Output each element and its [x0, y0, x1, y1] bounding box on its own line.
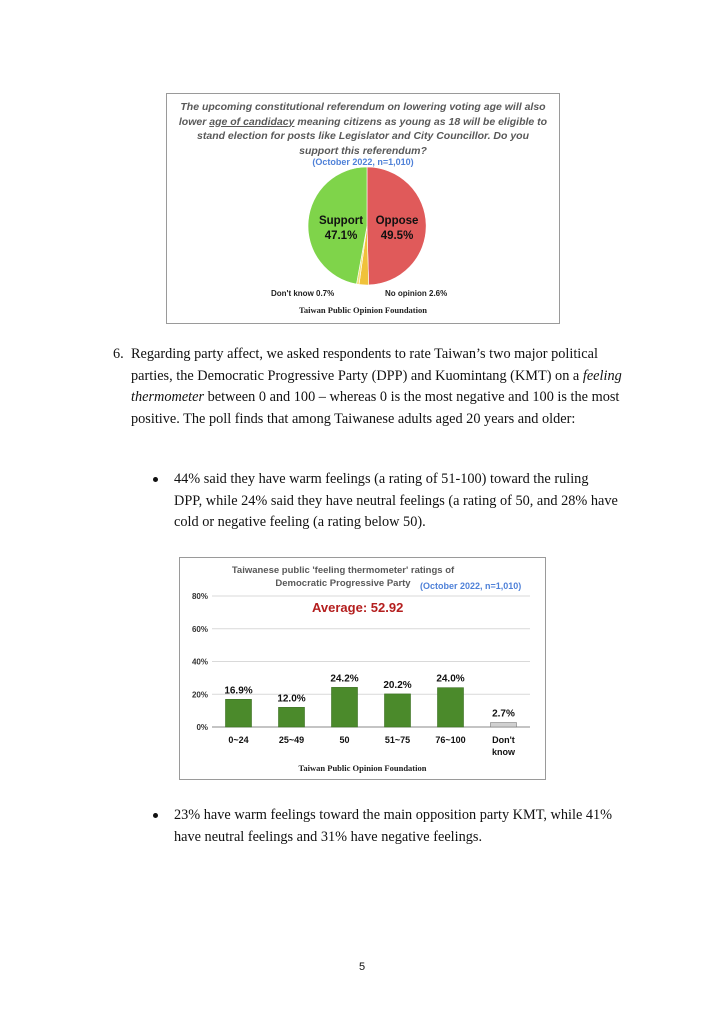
y-tick-label: 20%	[191, 690, 208, 700]
bar-value-label: 24.0%	[436, 673, 465, 685]
bar-25-49	[279, 707, 305, 727]
x-category-label: 50	[339, 735, 350, 745]
item-6-text-before: Regarding party affect, we asked respondents to rate Taiwan’s two major political parties, the Democratic Progressive Party (DPP) and Kuomintang (KMT) on a	[131, 346, 598, 384]
x-category-label: Don't	[492, 735, 515, 745]
y-tick-label: 0%	[196, 723, 208, 732]
bar-chart-average: Average: 52.92	[312, 600, 404, 615]
bullet-dot	[153, 477, 158, 482]
bar-chart-source: Taiwan Public Opinion Foundation	[298, 763, 427, 773]
item-6-number: 6.	[113, 346, 124, 362]
bullet-dpp: 44% said they have warm feelings (a rating of 51-100) toward the ruling DPP, while 24% said they have neutral feelings (a rating of 50, and 28% have cold or negative feeling (a rating below 50).	[174, 471, 618, 530]
bar-chart	[180, 558, 545, 779]
bar-don-t-know	[491, 723, 517, 727]
bar-51-75	[385, 694, 411, 727]
referendum-pie-figure	[166, 93, 560, 324]
y-tick-label: 80%	[191, 592, 208, 601]
bar-chart-title: Taiwanese public 'feeling thermometer' ratings of Democratic Progressive Party	[231, 565, 455, 589]
item-6-text-after: between 0 and 100 – whereas 0 is the most negative and 100 is the most positive. The poll finds that among Taiwanese adults aged 20 years and older:	[131, 389, 620, 427]
pie-label-no-opinion: No opinion 2.6%	[385, 289, 448, 298]
item-6-text-italic: feeling thermometer	[131, 367, 622, 405]
oppose-label: Oppose	[375, 215, 419, 227]
x-category-label: 51~75	[384, 735, 411, 745]
pie-label-oppose	[369, 214, 425, 244]
support-label: Support	[318, 215, 364, 227]
item-6-text	[131, 344, 631, 430]
bar-value-label: 20.2%	[383, 679, 412, 691]
pie-source: Taiwan Public Opinion Foundation	[299, 305, 427, 315]
bar-chart-meta: (October 2022, n=1,010)	[420, 581, 522, 591]
x-category-label: know	[491, 747, 516, 757]
bar-0-24	[226, 699, 252, 727]
bar-76-100	[438, 688, 464, 727]
pie-question-underlined: age of candidacy	[209, 115, 295, 128]
y-tick-label: 60%	[191, 624, 208, 634]
pie-meta: (October 2022, n=1,010)	[312, 157, 414, 167]
bar-value-label: 12.0%	[277, 693, 306, 705]
bar-50	[332, 687, 358, 727]
pie-label-support	[313, 214, 369, 244]
bullet-kmt: 23% have warm feelings toward the main opposition party KMT, while 41% have neutral feelings and 31% have negative feelings.	[174, 807, 613, 845]
x-category-label: 25~49	[278, 735, 305, 745]
bar-value-label: 2.7%	[492, 708, 515, 720]
pie-question-part1: The upcoming constitutional referendum on lowering voting age will also lower	[178, 101, 546, 128]
bar-value-label: 24.2%	[330, 673, 359, 685]
pie-question-part2: meaning citizens as young as 18 will be eligible to stand election for posts like Legislator and City Councillor. Do you support this referendum?	[197, 115, 548, 157]
oppose-value: 49.5%	[380, 230, 414, 242]
y-tick-label: 40%	[191, 657, 208, 667]
x-category-label: 0~24	[228, 735, 249, 745]
x-category-label: 76~100	[435, 735, 466, 745]
pie-question	[177, 100, 549, 158]
page-number: 5	[358, 961, 366, 973]
dpp-thermometer-figure	[179, 557, 546, 780]
pie-label-dont-know: Don't know 0.7%	[271, 289, 335, 298]
bar-value-label: 16.9%	[224, 685, 253, 697]
support-value: 47.1%	[324, 230, 358, 242]
bullet-dot	[153, 813, 158, 818]
